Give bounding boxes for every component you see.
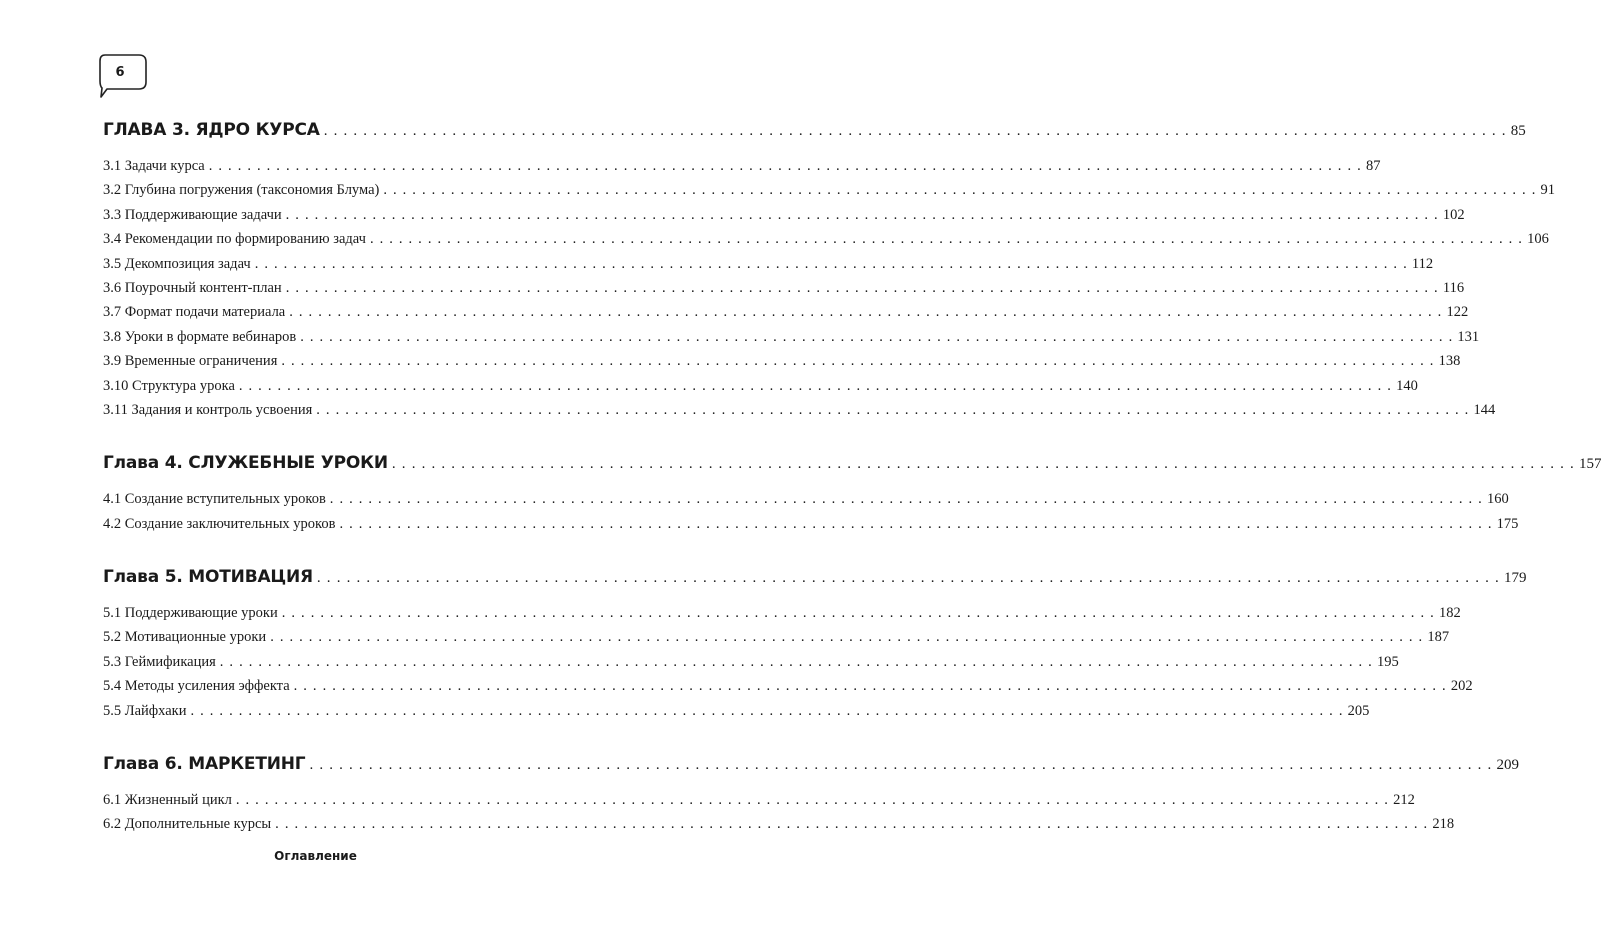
dot-leader: . . . . . . . . . . . . . . . . . . . . . . . . . . . . . . . . . . . . . . . . . . . . . . . . . . . . . . . . . . . . . . . . . . . . . . . . . . . . . . . . . . . . . . . . . . . . . . . . . . . . . . . . . . . . . . . . . . . . . . . . <box>190 702 1344 719</box>
section-entry[interactable] <box>103 377 1418 402</box>
section-page: 182 <box>1438 605 1461 622</box>
section-title: 3.3 Поддерживающие задачи <box>103 206 282 223</box>
section-title: 3.9 Временные ограничения <box>103 353 278 370</box>
spacer <box>103 426 571 453</box>
section-entry[interactable] <box>103 629 1450 653</box>
section-title: 5.2 Мотивационные уроки <box>103 629 267 646</box>
dot-leader: . . . . . . . . . . . . . . . . . . . . . . . . . . . . . . . . . . . . . . . . . . . . . . . . . . . . . . . . . . . . . . . . . . . . . . . . . . . . . . . . . . . . . . . . . . . . . . . . . . . . . . . . . . . . . . . . . . . . . . . . <box>309 757 1493 774</box>
section-entry[interactable] <box>103 231 1549 255</box>
dot-leader: . . . . . . . . . . . . . . . . . . . . . . . . . . . . . . . . . . . . . . . . . . . . . . . . . . . . . . . . . . . . . . . . . . . . . . . . . . . . . . . . . . . . . . . . . . . . . . . . . . . . . . . . . . . . . . . . . . . . . . . . <box>300 328 1454 345</box>
section-page: 160 <box>1486 491 1509 508</box>
page-number-badge <box>97 52 151 100</box>
section-entry[interactable] <box>103 401 1496 426</box>
chapter-entry[interactable] <box>103 120 1526 149</box>
dot-leader: . . . . . . . . . . . . . . . . . . . . . . . . . . . . . . . . . . . . . . . . . . . . . . . . . . . . . . . . . . . . . . . . . . . . . . . . . . . . . . . . . . . . . . . . . . . . . . . . . . . . . . . . . . . . . . . . . . . . . . . . <box>323 123 1507 139</box>
section-entry[interactable] <box>103 678 1473 702</box>
dot-leader: . . . . . . . . . . . . . . . . . . . . . . . . . . . . . . . . . . . . . . . . . . . . . . . . . . . . . . . . . . . . . . . . . . . . . . . . . . . . . . . . . . . . . . . . . . . . . . . . . . . . . . . . . . . . . . . . . . . . . . . . <box>329 491 1483 508</box>
section-entry[interactable] <box>103 816 1455 840</box>
section-page: 131 <box>1457 328 1480 345</box>
chapter-title: ГЛАВА 3. ЯДРО КУРСА <box>103 120 320 140</box>
section-page: 218 <box>1432 816 1455 833</box>
table-of-contents <box>103 120 1601 841</box>
chapter-page: 179 <box>1503 570 1527 587</box>
section-title: 5.3 Геймификация <box>103 653 216 670</box>
chapter-entry[interactable] <box>103 567 1527 596</box>
chapter-title: Глава 5. МОТИВАЦИЯ <box>103 567 313 588</box>
section-title: 3.2 Глубина погружения (таксономия Блума) <box>103 182 380 199</box>
dot-leader: . . . . . . . . . . . . . . . . . . . . . . . . . . . . . . . . . . . . . . . . . . . . . . . . . . . . . . . . . . . . . . . . . . . . . . . . . . . . . . . . . . . . . . . . . . . . . . . . . . . . . . . . . . . . . . . . . . . . . . . . <box>281 605 1435 622</box>
dot-leader: . . . . . . . . . . . . . . . . . . . . . . . . . . . . . . . . . . . . . . . . . . . . . . . . . . . . . . . . . . . . . . . . . . . . . . . . . . . . . . . . . . . . . . . . . . . . . . . . . . . . . . . . . . . . . . . . . . . . . . . . <box>383 182 1537 199</box>
section-title: 5.4 Методы усиления эффекта <box>103 678 290 695</box>
section-entry[interactable] <box>103 182 1556 206</box>
section-title: 5.1 Поддерживающие уроки <box>103 605 278 622</box>
section-title: 3.10 Структура урока <box>103 377 235 394</box>
chapter-page: 209 <box>1496 757 1519 774</box>
section-page: 187 <box>1427 629 1450 646</box>
section-page: 202 <box>1450 678 1473 695</box>
section-entry[interactable] <box>103 605 1461 629</box>
dot-leader: . . . . . . . . . . . . . . . . . . . . . . . . . . . . . . . . . . . . . . . . . . . . . . . . . . . . . . . . . . . . . . . . . . . . . . . . . . . . . . . . . . . . . . . . . . . . . . . . . . . . . . . . . . . . . . . . . . . . . . . . <box>235 792 1390 809</box>
chapter-entry[interactable] <box>103 754 1519 783</box>
section-title: 4.2 Создание заключительных уроков <box>103 515 336 532</box>
section-title: 5.5 Лайфхаки <box>103 702 187 719</box>
section-title: 3.4 Рекомендации по формированию задач <box>103 231 366 248</box>
section-page: 140 <box>1396 377 1418 394</box>
section-page: 175 <box>1496 515 1519 532</box>
section-page: 102 <box>1442 206 1465 223</box>
section-page: 91 <box>1540 182 1556 199</box>
section-entry[interactable] <box>103 279 1465 304</box>
spacer <box>103 727 571 754</box>
chapter-title: Глава 4. СЛУЖЕБНЫЕ УРОКИ <box>103 453 388 474</box>
section-title: 3.5 Декомпозиция задач <box>103 255 251 272</box>
section-page: 87 <box>1365 158 1381 174</box>
running-footer: Оглавление <box>274 849 357 863</box>
section-entry[interactable] <box>103 158 1381 182</box>
dot-leader: . . . . . . . . . . . . . . . . . . . . . . . . . . . . . . . . . . . . . . . . . . . . . . . . . . . . . . . . . . . . . . . . . . . . . . . . . . . . . . . . . . . . . . . . . . . . . . . . . . . . . . . . . . . . . . . . . . . . . . . . <box>339 515 1493 532</box>
section-entry[interactable] <box>103 328 1480 353</box>
dot-leader: . . . . . . . . . . . . . . . . . . . . . . . . . . . . . . . . . . . . . . . . . . . . . . . . . . . . . . . . . . . . . . . . . . . . . . . . . . . . . . . . . . . . . . . . . . . . . . . . . . . . . . . . . . . . . . . . . . . . . . . . <box>369 231 1524 248</box>
section-title: 6.2 Дополнительные курсы <box>103 816 272 833</box>
section-entry[interactable] <box>103 255 1434 280</box>
spacer <box>103 540 571 567</box>
section-entry[interactable] <box>103 206 1465 231</box>
section-page: 116 <box>1442 279 1465 296</box>
section-entry[interactable] <box>103 515 1519 540</box>
section-page: 144 <box>1473 401 1496 418</box>
section-page: 112 <box>1411 255 1434 272</box>
page-number: 6 <box>115 65 125 80</box>
dot-leader: . . . . . . . . . . . . . . . . . . . . . . . . . . . . . . . . . . . . . . . . . . . . . . . . . . . . . . . . . . . . . . . . . . . . . . . . . . . . . . . . . . . . . . . . . . . . . . . . . . . . . . . . . . . . . . . . . . . . . . . . <box>316 401 1470 418</box>
section-page: 122 <box>1446 304 1469 321</box>
dot-leader: . . . . . . . . . . . . . . . . . . . . . . . . . . . . . . . . . . . . . . . . . . . . . . . . . . . . . . . . . . . . . . . . . . . . . . . . . . . . . . . . . . . . . . . . . . . . . . . . . . . . . . . . . . . . . . . . . . . . . . . . <box>285 279 1439 296</box>
section-entry[interactable] <box>103 304 1469 328</box>
section-entry[interactable] <box>103 792 1415 816</box>
section-page: 195 <box>1376 653 1399 670</box>
section-page: 205 <box>1347 702 1370 719</box>
section-page: 106 <box>1527 231 1549 248</box>
dot-leader: . . . . . . . . . . . . . . . . . . . . . . . . . . . . . . . . . . . . . . . . . . . . . . . . . . . . . . . . . . . . . . . . . . . . . . . . . . . . . . . . . . . . . . . . . . . . . . . . . . . . . . . . . . . . . . . . . . . . . . . . <box>219 653 1373 670</box>
section-title: 3.6 Поурочный контент-план <box>103 279 282 296</box>
section-entry[interactable] <box>103 702 1370 727</box>
dot-leader: . . . . . . . . . . . . . . . . . . . . . . . . . . . . . . . . . . . . . . . . . . . . . . . . . . . . . . . . . . . . . . . . . . . . . . . . . . . . . . . . . . . . . . . . . . . . . . . . . . . . . . . . . . . . . . . . . . . . . . . . <box>293 678 1447 695</box>
section-title: 6.1 Жизненный цикл <box>103 792 232 809</box>
section-page: 138 <box>1438 353 1461 370</box>
section-title: 3.7 Формат подачи материала <box>103 304 286 321</box>
section-page: 212 <box>1393 792 1415 809</box>
section-entry[interactable] <box>103 491 1509 515</box>
chapter-page: 157 <box>1578 456 1601 473</box>
chapter-entry[interactable] <box>103 453 1601 482</box>
section-title: 3.1 Задачи курса <box>103 158 205 174</box>
dot-leader: . . . . . . . . . . . . . . . . . . . . . . . . . . . . . . . . . . . . . . . . . . . . . . . . . . . . . . . . . . . . . . . . . . . . . . . . . . . . . . . . . . . . . . . . . . . . . . . . . . . . . . . . . . . . . . . . . . . . . . . . <box>208 158 1362 174</box>
chapter-title: Глава 6. МАРКЕТИНГ <box>103 754 306 775</box>
section-title: 3.11 Задания и контроль усвоения <box>103 401 313 418</box>
dot-leader: . . . . . . . . . . . . . . . . . . . . . . . . . . . . . . . . . . . . . . . . . . . . . . . . . . . . . . . . . . . . . . . . . . . . . . . . . . . . . . . . . . . . . . . . . . . . . . . . . . . . . . . . . . . . . . . . . . . . . . . . <box>316 570 1500 587</box>
dot-leader: . . . . . . . . . . . . . . . . . . . . . . . . . . . . . . . . . . . . . . . . . . . . . . . . . . . . . . . . . . . . . . . . . . . . . . . . . . . . . . . . . . . . . . . . . . . . . . . . . . . . . . . . . . . . . . . . . . . . . . . . <box>238 377 1393 394</box>
section-title: 3.8 Уроки в формате вебинаров <box>103 328 297 345</box>
dot-leader: . . . . . . . . . . . . . . . . . . . . . . . . . . . . . . . . . . . . . . . . . . . . . . . . . . . . . . . . . . . . . . . . . . . . . . . . . . . . . . . . . . . . . . . . . . . . . . . . . . . . . . . . . . . . . . . . . . . . . . . . <box>391 456 1575 473</box>
dot-leader: . . . . . . . . . . . . . . . . . . . . . . . . . . . . . . . . . . . . . . . . . . . . . . . . . . . . . . . . . . . . . . . . . . . . . . . . . . . . . . . . . . . . . . . . . . . . . . . . . . . . . . . . . . . . . . . . . . . . . . . . <box>275 816 1429 833</box>
dot-leader: . . . . . . . . . . . . . . . . . . . . . . . . . . . . . . . . . . . . . . . . . . . . . . . . . . . . . . . . . . . . . . . . . . . . . . . . . . . . . . . . . . . . . . . . . . . . . . . . . . . . . . . . . . . . . . . . . . . . . . . . <box>289 304 1443 321</box>
section-title: 4.1 Создание вступительных уроков <box>103 491 326 508</box>
section-entry[interactable] <box>103 353 1461 377</box>
section-entry[interactable] <box>103 653 1399 678</box>
dot-leader: . . . . . . . . . . . . . . . . . . . . . . . . . . . . . . . . . . . . . . . . . . . . . . . . . . . . . . . . . . . . . . . . . . . . . . . . . . . . . . . . . . . . . . . . . . . . . . . . . . . . . . . . . . . . . . . . . . . . . . . . <box>285 206 1439 223</box>
dot-leader: . . . . . . . . . . . . . . . . . . . . . . . . . . . . . . . . . . . . . . . . . . . . . . . . . . . . . . . . . . . . . . . . . . . . . . . . . . . . . . . . . . . . . . . . . . . . . . . . . . . . . . . . . . . . . . . . . . . . . . . . <box>281 353 1435 370</box>
dot-leader: . . . . . . . . . . . . . . . . . . . . . . . . . . . . . . . . . . . . . . . . . . . . . . . . . . . . . . . . . . . . . . . . . . . . . . . . . . . . . . . . . . . . . . . . . . . . . . . . . . . . . . . . . . . . . . . . . . . . . . . . <box>270 629 1424 646</box>
chapter-page: 85 <box>1510 123 1526 139</box>
dot-leader: . . . . . . . . . . . . . . . . . . . . . . . . . . . . . . . . . . . . . . . . . . . . . . . . . . . . . . . . . . . . . . . . . . . . . . . . . . . . . . . . . . . . . . . . . . . . . . . . . . . . . . . . . . . . . . . . . . . . . . . . <box>254 255 1408 272</box>
